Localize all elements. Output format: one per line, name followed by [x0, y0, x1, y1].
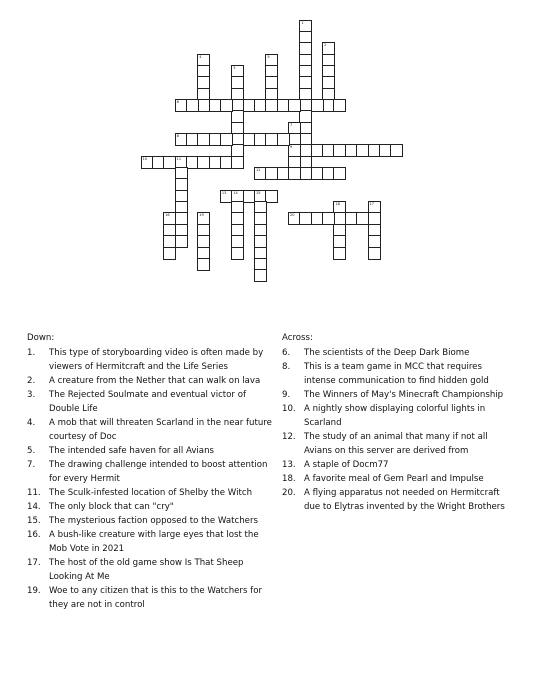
down-clues — [27, 331, 275, 612]
clue-text: Woe to any citizen that is this to the Watchers for they are not in control — [49, 586, 262, 610]
clue-number-label: 3 — [233, 65, 236, 70]
clue-number: 10. — [282, 404, 296, 414]
grid-cell[interactable] — [333, 99, 346, 112]
clue-number-label: 16 — [165, 213, 170, 218]
clue-number-label: 20 — [290, 213, 295, 218]
down-clue — [27, 486, 275, 500]
clue-number-label: 2 — [324, 43, 327, 48]
clue-text: This type of storyboarding video is often made by viewers of Hermitcraft and the Life Series — [49, 348, 264, 372]
clue-text: A nightly show displaying colorful lights in Scarland — [304, 404, 486, 428]
clue-number-label: 15 — [256, 190, 261, 195]
down-clue — [27, 416, 275, 444]
clue-number-label: 13 — [221, 190, 227, 195]
clue-number-label: 10 — [142, 156, 147, 161]
clue-number: 4. — [27, 418, 36, 428]
clue-text: A bush-like creature with large eyes that lost the Mob Vote in 2021 — [49, 530, 259, 554]
grid-cell[interactable] — [322, 212, 335, 225]
clue-text: A mob that will threaten Scarland in the near future courtesy of Doc — [49, 418, 272, 442]
grid-cell[interactable] — [333, 167, 346, 180]
clue-text: A creature from the Nether that can walk on lava — [49, 376, 261, 386]
down-clues-title: Down: — [27, 333, 55, 343]
across-clue — [282, 402, 514, 430]
across-clue — [282, 458, 514, 472]
grid-cell[interactable] — [220, 133, 233, 146]
down-clue — [27, 556, 275, 584]
grid-cell[interactable] — [265, 190, 278, 203]
clue-number: 11. — [27, 488, 41, 498]
grid-cell[interactable] — [186, 99, 199, 112]
clue-text: The intended safe haven for all Avians — [49, 446, 214, 456]
grid-cell[interactable] — [163, 247, 176, 260]
clue-text: The mysterious faction opposed to the Watchers — [49, 516, 258, 526]
clue-number-label: 14 — [233, 190, 238, 195]
clue-number-label: 18 — [335, 202, 340, 207]
clue-text: The Winners of May's Minecraft Championship — [304, 390, 504, 400]
across-clue — [282, 360, 514, 388]
crossword-grid — [0, 0, 540, 300]
clue-number-label: 17 — [369, 202, 374, 207]
clue-text: A staple of Docm77 — [304, 460, 389, 470]
clue-text: The host of the old game show Is That Sheep Looking At Me — [49, 558, 244, 582]
clue-number: 16. — [27, 530, 41, 540]
grid-cell[interactable] — [277, 133, 290, 146]
clue-number-label: 1 — [301, 20, 304, 25]
clue-text: The Sculk-infested location of Shelby the Witch — [49, 488, 253, 498]
clue-number: 19. — [27, 586, 41, 596]
grid-cell[interactable] — [311, 99, 324, 112]
down-clue — [27, 346, 275, 374]
clue-number-label: 8 — [176, 134, 179, 138]
clue-number: 15. — [27, 516, 41, 526]
across-clue — [282, 430, 514, 458]
clue-text: The only block that can "cry" — [49, 502, 174, 512]
clue-number-label: 9 — [290, 145, 293, 150]
clue-number: 17. — [27, 558, 41, 568]
grid-cell[interactable] — [368, 247, 381, 260]
clue-number-label: 19 — [199, 213, 204, 218]
down-clue — [27, 514, 275, 528]
clue-number: 2. — [27, 376, 36, 386]
down-clue — [27, 500, 275, 514]
clue-number-label: 12 — [256, 168, 261, 172]
across-clue — [282, 346, 514, 360]
clue-text: The Rejected Soulmate and eventual victor of Double Life — [49, 390, 246, 414]
down-clue — [27, 444, 275, 458]
clue-number-label: 11 — [176, 156, 182, 161]
grid-cell[interactable] — [197, 258, 210, 271]
clue-number-label: 7 — [290, 122, 293, 127]
grid-cell[interactable] — [288, 167, 301, 180]
clue-text: The study of an animal that many if not all Avians on this server are derived from — [304, 432, 488, 456]
across-clues — [282, 331, 514, 514]
clue-number-label: 6 — [176, 100, 179, 104]
down-clue — [27, 528, 275, 556]
clue-number: 1. — [27, 348, 36, 358]
clue-number: 7. — [27, 460, 36, 470]
clue-text: This is a team game in MCC that requires intense communication to find hidden gold — [304, 362, 489, 386]
across-clue — [282, 472, 514, 486]
clue-number-label: 5 — [267, 54, 270, 59]
grid-cell[interactable] — [288, 99, 301, 112]
clue-number: 8. — [282, 362, 291, 372]
grid-cell[interactable] — [220, 99, 233, 112]
down-clue — [27, 374, 275, 388]
across-clues-title: Across: — [282, 333, 313, 343]
down-clue — [27, 458, 275, 486]
clue-text: The drawing challenge intended to boost attention for every Hermit — [49, 460, 268, 484]
grid-cell[interactable] — [356, 212, 369, 225]
clue-number: 20. — [282, 488, 296, 498]
down-clue — [27, 388, 275, 416]
grid-cell[interactable] — [390, 144, 403, 157]
clue-number: 18. — [282, 474, 296, 484]
grid-cell[interactable] — [254, 269, 267, 282]
grid-cell[interactable] — [333, 247, 346, 260]
clue-text: A flying apparatus not needed on Hermitcraft due to Elytras invented by the Wright Brothers — [304, 488, 505, 512]
clue-number: 3. — [27, 390, 36, 400]
clue-number: 14. — [27, 502, 41, 512]
clue-number: 6. — [282, 348, 291, 358]
down-clue — [27, 584, 275, 612]
clue-text: The scientists of the Deep Dark Biome — [304, 348, 470, 358]
grid-cell[interactable] — [175, 235, 188, 248]
across-clue — [282, 486, 514, 514]
grid-cell[interactable] — [231, 156, 244, 169]
clue-number: 12. — [282, 432, 296, 442]
across-clue — [282, 388, 514, 402]
clue-text: A favorite meal of Gem Pearl and Impulse — [304, 474, 484, 484]
grid-cell[interactable] — [231, 247, 244, 260]
clue-number: 9. — [282, 390, 291, 400]
clue-number-label: 4 — [199, 54, 202, 59]
clue-number: 13. — [282, 460, 296, 470]
clue-number: 5. — [27, 446, 36, 456]
